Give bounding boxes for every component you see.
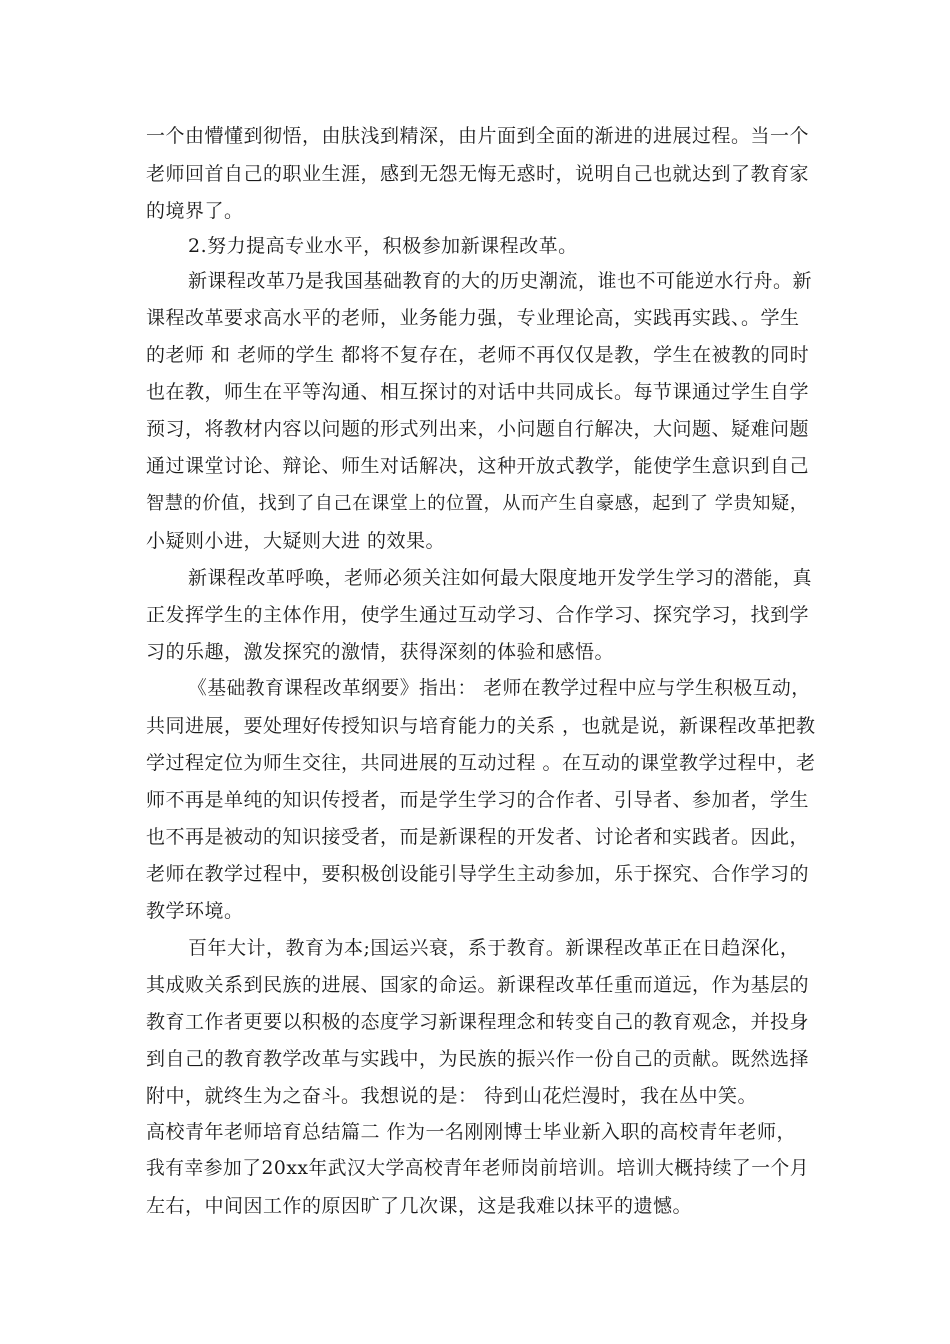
- text-line: 老师在教学过程中，要积极创设能引导学生主动参加，乐于探究、合作学习的: [146, 863, 810, 885]
- text-line: 习的乐趣，激发探究的激情，获得深刻的体验和感悟。: [146, 641, 615, 663]
- text-line: 《基础教育课程改革纲要》指出： 老师在教学过程中应与学生积极互动，: [188, 678, 811, 699]
- text-line: 通过课堂讨论、辩论、师生对话解决，这种开放式教学，能使学生意识到自己: [146, 455, 810, 477]
- text-line: 新课程改革呼唤，老师必须关注如何最大限度地开发学生学习的潜能，真: [188, 567, 813, 589]
- text-line: 共同进展，要处理好传授知识与培育能力的关系 ，也就是说，新课程改革把教: [146, 715, 816, 737]
- text-line: 左右，中间因工作的原因旷了几次课，这是我难以抹平的遗憾。: [146, 1195, 693, 1217]
- text-line: 附中，就终生为之奋斗。我想说的是： 待到山花烂漫时，我在丛中笑。: [146, 1085, 758, 1107]
- text-line: 教学环境。: [146, 900, 244, 922]
- text-line: 的老师 和 老师的学生 都将不复存在，老师不再仅仅是教，学生在被教的同时: [146, 344, 810, 366]
- text-line: 新课程改革乃是我国基础教育的大的历史潮流，谁也不可能逆水行舟。新: [188, 270, 813, 292]
- text-line: 师不再是单纯的知识传授者，而是学生学习的合作者、引导者、参加者，学生: [146, 789, 810, 811]
- text-line: 小疑则小进，大疑则大进 的效果。: [146, 530, 446, 552]
- text-line: 百年大计，教育为本;国运兴衰，系于教育。新课程改革正在日趋深化，: [188, 937, 800, 959]
- text-line: 高校青年老师培育总结篇二 作为一名刚刚博士毕业新入职的高校青年老师，: [146, 1121, 797, 1143]
- text-line: 课程改革要求高水平的老师，业务能力强，专业理论高，实践再实践、。学生: [146, 307, 800, 329]
- text-line: 教育工作者更要以积极的态度学习新课程理念和转变自己的教育观念，并投身: [146, 1011, 810, 1033]
- text-line: 的境界了。: [146, 200, 244, 222]
- text-line: 也在教，师生在平等沟通、相互探讨的对话中共同成长。每节课通过学生自学: [146, 381, 810, 403]
- text-line: 一个由懵懂到彻悟，由肤浅到精深，由片面到全面的渐进的进展过程。当一个: [146, 125, 810, 147]
- text-line: 正发挥学生的主体作用，使学生通过互动学习、合作学习、探究学习，找到学: [146, 604, 810, 626]
- text-line: 智慧的价值，找到了自己在课堂上的位置，从而产生自豪感，起到了 学贵知疑，: [146, 493, 809, 514]
- text-line: 学过程定位为师生交往，共同进展的互动过程 。在互动的课堂教学过程中，老: [146, 752, 816, 774]
- text-line: 其成败关系到民族的进展、国家的命运。新课程改革任重而道远，作为基层的: [146, 974, 810, 996]
- text-line: 我有幸参加了20xx年武汉大学高校青年老师岗前培训。培训大概持续了一个月: [146, 1158, 810, 1179]
- text-line: 到自己的教育教学改革与实践中，为民族的振兴作一份自己的贡献。既然选择: [146, 1048, 810, 1070]
- text-line: 也不再是被动的知识接受者，而是新课程的开发者、讨论者和实践者。因此，: [146, 826, 810, 848]
- text-line: 预习，将教材内容以问题的形式列出来，小问题自行解决，大问题、疑难问题: [146, 418, 810, 440]
- section-heading: 2.努力提高专业水平，积极参加新课程改革。: [188, 235, 578, 257]
- text-line: 老师回首自己的职业生涯，感到无怨无悔无惑时，说明自己也就达到了教育家: [146, 163, 810, 185]
